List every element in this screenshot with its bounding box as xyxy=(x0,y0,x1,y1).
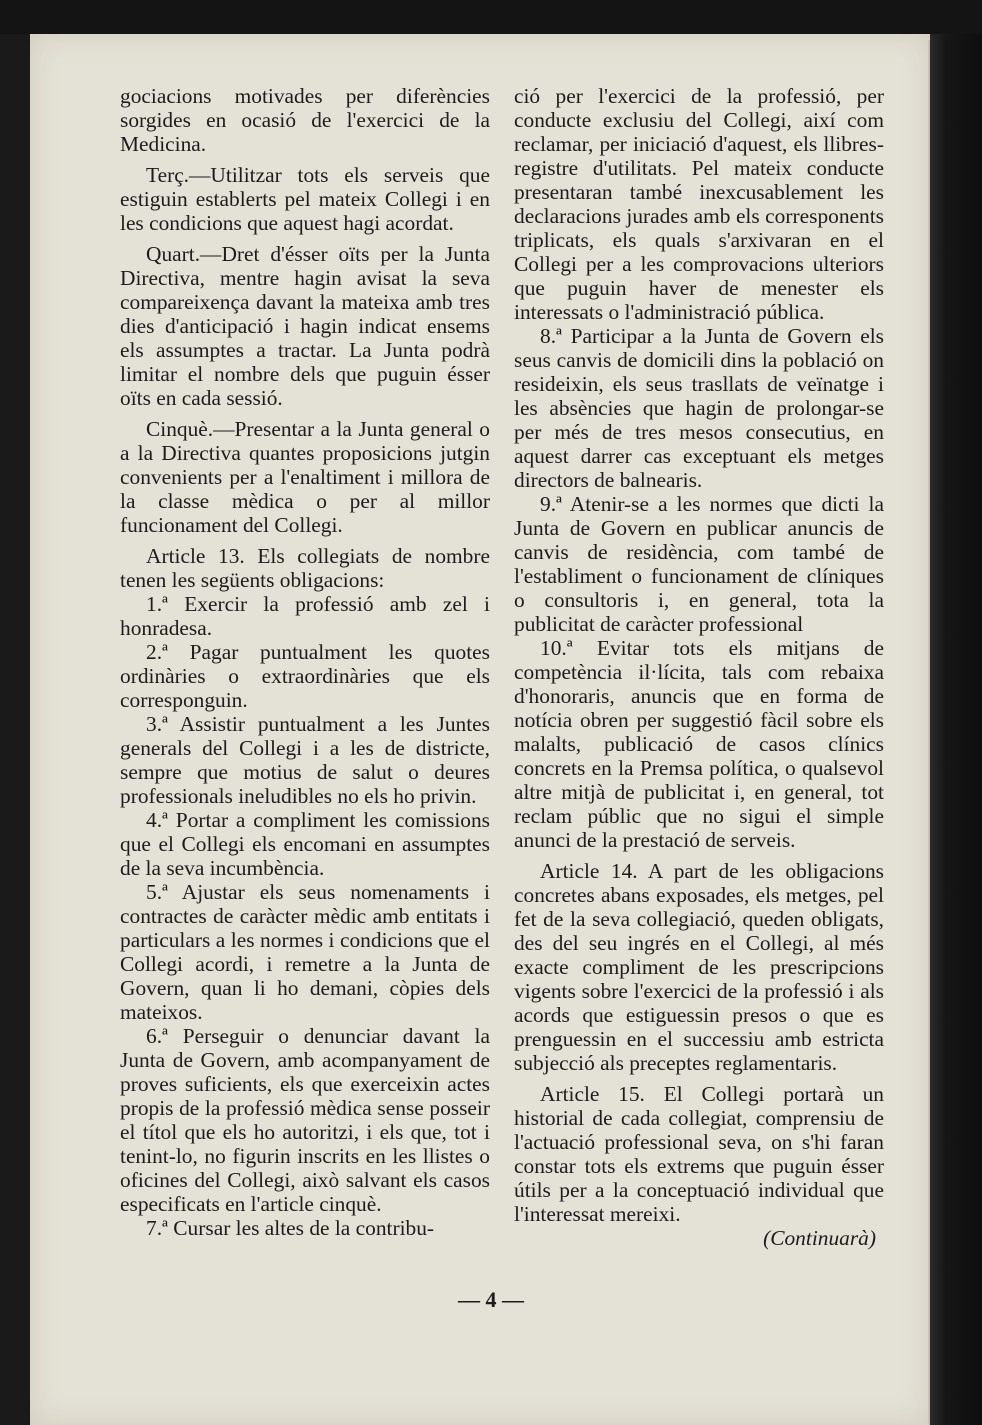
paragraph: 1.ª Exercir la professió amb zel i honradesa. xyxy=(120,592,490,640)
continuation-note: (Continuarà) xyxy=(763,1226,876,1250)
paragraph: Cinquè.—Presentar a la Junta general o a la Directiva quantes proposicions jutgin convenients per a l'enaltiment i millora de la classe mèdica o per al millor funcionament del Collegi. xyxy=(120,417,490,537)
paragraph: Quart.—Dret d'ésser oïts per la Junta Directiva, mentre hagin avisat la seva compareixença davant la mateixa amb tres dies d'anticipació i hagin indicat ensems els assumptes a tractar. La Junta podrà limitar el nombre dels que puguin ésser oïts en cada sessió. xyxy=(120,242,490,410)
paragraph: gociacions motivades per diferències sorgides en ocasió de l'exercici de la Medicina. xyxy=(120,84,490,156)
scan-background-top xyxy=(0,0,982,34)
left-column xyxy=(120,84,490,1240)
paragraph: 8.ª Participar a la Junta de Govern els seus canvis de domicili dins la població on resideixin, els seus trasllats de veïnatge i les absències que hagin de prolongar-se per més de tres mesos consecutius, en aquest darrer cas exceptuant els metges directors de balnearis. xyxy=(514,324,884,492)
scan-background-right xyxy=(930,34,982,1425)
article-heading: Article 14. A part de les obligacions concretes abans exposades, els metges, pel fet de la seva collegiació, queden obligats, des del seu ingrés en el Collegi, al més exacte compliment de les prescripcions vigents sobre l'exercici de la professió i als acords que estiguessin presos o que es prenguessin en el successiu amb estricta subjecció als preceptes reglamentaris. xyxy=(514,859,884,1075)
paragraph: 5.ª Ajustar els seus nomenaments i contractes de caràcter mèdic amb entitats i particulars a les normes i condicions que el Collegi acordi, i remetre a la Junta de Govern, quan li ho demani, còpies dels mateixos. xyxy=(120,880,490,1024)
paragraph: 6.ª Perseguir o denunciar davant la Junta de Govern, amb acompanyament de proves suficients, els que exerceixin actes propis de la professió mèdica sense posseir el títol que els ho autoritzi, i els que, tot i tenint-lo, no figurin inscrits en les llistes o oficines del Collegi, això salvant els casos especificats en l'article cinquè. xyxy=(120,1024,490,1216)
article-heading: Article 15. El Collegi portarà un historial de cada collegiat, comprensiu de l'actuació professional seva, on s'hi faran constar tots els extrems que puguin ésser útils per a la conceptuació individual que l'interessat mereixi. xyxy=(514,1082,884,1226)
paragraph: 2.ª Pagar puntualment les quotes ordinàries o extraordinàries que els corresponguin. xyxy=(120,640,490,712)
paragraph: 10.ª Evitar tots els mitjans de competència il·lícita, tals com rebaixa d'honoraris, anuncis que en forma de notícia obren per suggestió fàcil sobre els malalts, publicació de casos clínics concrets en la Premsa política, o qualsevol altre mitjà de publicitat i, en general, tot reclam públic que no sigui el simple anunci de la prestació de serveis. xyxy=(514,636,884,852)
paragraph: 4.ª Portar a compliment les comissions que el Collegi els encomani en assumptes de la seva incumbència. xyxy=(120,808,490,880)
paragraph: 9.ª Atenir-se a les normes que dicti la Junta de Govern en publicar anuncis de canvis de residència, com també de l'establiment o funcionament de clíniques o consultoris i, en general, tota la publicitat de caràcter professional xyxy=(514,492,884,636)
page-number: — 4 — xyxy=(458,1287,524,1312)
paragraph: 3.ª Assistir puntualment a les Juntes generals del Collegi i a les de districte, sempre que motius de salut o deures professionals ineludibles no els ho privin. xyxy=(120,712,490,808)
paragraph: ció per l'exercici de la professió, per conducte exclusiu del Collegi, així com reclamar, per iniciació d'aquest, els llibres-registre d'utilitats. Pel mateix conducte presentaran també inexcusablement les declaracions jurades amb els corresponents triplicats, els quals s'arxivaran en el Collegi per a les comprovacions ulteriors que puguin haver de menester els interessats o l'administració pública. xyxy=(514,84,884,324)
paragraph: Terç.—Utilitzar tots els serveis que estiguin establerts pel mateix Collegi i en les condicions que aquest hagi acordat. xyxy=(120,163,490,235)
paragraph: 7.ª Cursar les altes de la contribu- xyxy=(146,1216,435,1240)
article-heading: Article 13. Els collegiats de nombre tenen les següents obligacions: xyxy=(120,544,490,592)
right-column xyxy=(514,84,884,1250)
